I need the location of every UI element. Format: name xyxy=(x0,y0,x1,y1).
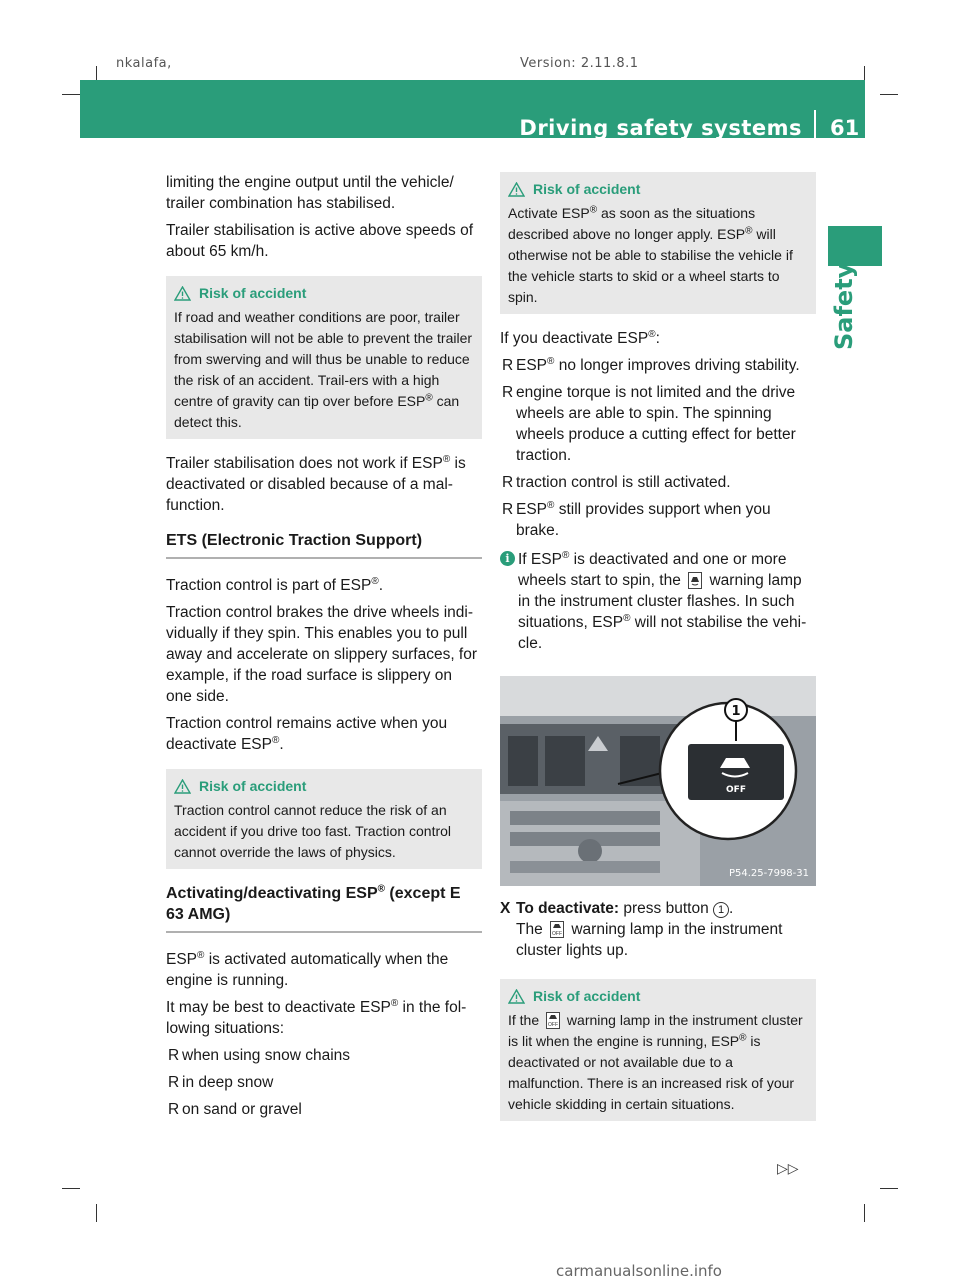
warning-box xyxy=(166,276,482,439)
warning-title: Risk of accident xyxy=(533,181,641,197)
paragraph: Trailer stabilisation does not work if ESP® is deactivated or disabled because of a mal-function. xyxy=(166,453,466,514)
right-column xyxy=(500,172,816,1135)
warning-title: Risk of accident xyxy=(199,285,307,301)
section-label: Safety xyxy=(830,262,858,350)
paragraph: Traction control remains active when you deactivate ESP®. xyxy=(166,715,448,753)
registered-mark: ® xyxy=(425,392,433,404)
esp-off-lamp-icon xyxy=(550,921,564,938)
photo-button-label: OFF xyxy=(726,785,746,795)
callout-number: 1 xyxy=(713,902,729,918)
warning-triangle-icon xyxy=(174,286,191,301)
dashboard-illustration xyxy=(500,676,816,886)
meta-left: nkalafa, xyxy=(116,56,172,71)
esp-warning-lamp-icon xyxy=(688,572,702,589)
bullet-marker: R xyxy=(168,1101,180,1118)
crop-mark xyxy=(864,1204,865,1222)
action-marker: X xyxy=(500,900,511,917)
registered-mark: ® xyxy=(739,1032,747,1044)
bullet-marker: R xyxy=(168,1074,180,1091)
paragraph: limiting the engine output until the vehicle/ trailer combination has stabilised. xyxy=(166,174,454,212)
header-divider xyxy=(814,110,816,138)
list-item: R when using snow chains xyxy=(168,1047,351,1064)
svg-text:OFF: OFF xyxy=(548,1022,559,1028)
bullet-marker: R xyxy=(168,1047,180,1064)
warning-body: Traction control cannot reduce the risk of an accident if you drive too fast. Traction control cannot override the laws of physics. xyxy=(174,802,452,860)
list-item: R engine torque is not limited and the drive wheels are able to spin. The spinning wheels produce a cutting effect for better traction. xyxy=(502,384,796,464)
warning-body: If the OFF warning lamp in the instrument cluster is lit when the engine is running, ESP® is deactivated or not available due to a malfunction. There is an increased risk of your vehicle skidding in certain situations. xyxy=(508,1012,803,1112)
crop-mark xyxy=(96,1204,97,1222)
section-heading: ETS (Electronic Traction Support) xyxy=(166,530,482,559)
paragraph: Trailer stabilisation is active above speeds of about 65 km/h. xyxy=(166,222,473,260)
warning-title: Risk of accident xyxy=(533,988,641,1004)
warning-triangle-icon xyxy=(508,182,525,197)
photo-callout: 1 xyxy=(731,704,741,719)
warning-header xyxy=(508,179,808,200)
warning-body: Activate ESP® as soon as the situations described above no longer apply. ESP® will otherwise not be able to stabilise the vehicle if the vehicle starts to skid or a wheel starts to spin. xyxy=(508,204,793,305)
svg-text:OFF: OFF xyxy=(552,931,563,937)
registered-mark: ® xyxy=(442,453,451,465)
action-step: X To deactivate: press button 1 . xyxy=(500,900,734,917)
crop-mark xyxy=(62,94,80,95)
paragraph: Traction control brakes the drive wheels indi-vidually if they spin. This enables you to pull away and accelerate on slippery surfaces, for example, if the road surface is slippery on one side. xyxy=(166,604,478,705)
esp-off-lamp-icon xyxy=(546,1012,560,1029)
crop-mark xyxy=(880,1188,898,1189)
paragraph: The OFF warning lamp in the instrument cluster lights up. xyxy=(516,921,783,959)
warning-triangle-icon xyxy=(174,779,191,794)
info-note: i If ESP® is deactivated and one or more wheels start to spin, the warning lamp in the instrument cluster flashes. In such situations, ESP® will not stabilise the vehi-cle. xyxy=(500,549,816,654)
list-item: R on sand or gravel xyxy=(168,1101,302,1118)
registered-mark: ® xyxy=(745,225,753,237)
warning-header xyxy=(174,283,474,304)
page-number: 61 xyxy=(830,116,860,140)
registered-mark: ® xyxy=(271,734,280,746)
bullet-marker: R xyxy=(502,384,514,401)
registered-mark: ® xyxy=(377,883,385,895)
registered-mark: ® xyxy=(390,997,399,1009)
list-item: R traction control is still activated. xyxy=(502,474,731,491)
warning-title: Risk of accident xyxy=(199,778,307,794)
warning-box xyxy=(500,979,816,1121)
section-tab xyxy=(828,226,882,266)
registered-mark: ® xyxy=(589,204,598,216)
warning-box xyxy=(166,769,482,869)
info-icon: i xyxy=(500,551,515,566)
warning-triangle-icon xyxy=(508,989,525,1004)
bullet-marker: R xyxy=(502,357,514,374)
left-column xyxy=(166,172,482,1126)
warning-header xyxy=(508,986,808,1007)
bullet-marker: R xyxy=(502,501,514,518)
section-heading: Activating/deactivating ESP® (except E 63 AMG) xyxy=(166,883,482,933)
registered-mark: ® xyxy=(547,499,555,511)
meta-right: Version: 2.11.8.1 xyxy=(520,56,639,71)
registered-mark: ® xyxy=(197,949,205,961)
crop-mark xyxy=(62,1188,80,1189)
registered-mark: ® xyxy=(623,612,631,624)
paragraph: If you deactivate ESP®: xyxy=(500,328,660,347)
registered-mark: ® xyxy=(371,575,379,587)
crop-mark xyxy=(880,94,898,95)
photo-code: P54.25-7998-31 xyxy=(728,868,809,879)
registered-mark: ® xyxy=(547,355,555,367)
paragraph: Traction control is part of ESP®. xyxy=(166,575,384,594)
warning-header xyxy=(174,776,474,797)
registered-mark: ® xyxy=(648,328,656,340)
next-page-icon: ▷▷ xyxy=(777,1160,799,1176)
registered-mark: ® xyxy=(561,549,570,561)
dashboard-photo xyxy=(500,676,816,886)
footer-watermark: carmanualsonline.info xyxy=(556,1262,722,1280)
page-title: Driving safety systems xyxy=(519,116,802,140)
paragraph: It may be best to deactivate ESP® in the fol-lowing situations: xyxy=(166,997,467,1037)
warning-body: If road and weather conditions are poor, trailer stabilisation will not be able to prevent the trailer from swerving and will thus be unable to reduce the risk of an accident. Trail-ers with a high centre of gravity can tip over before ESP® can detect this. xyxy=(174,309,473,430)
paragraph: ESP® is activated automatically when the engine is running. xyxy=(166,949,449,989)
list-item: R ESP® still provides support when you brake. xyxy=(502,499,771,539)
list-item: R ESP® no longer improves driving stability. xyxy=(502,355,800,374)
warning-box xyxy=(500,172,816,314)
bullet-marker: R xyxy=(502,474,514,491)
list-item: R in deep snow xyxy=(168,1074,274,1091)
